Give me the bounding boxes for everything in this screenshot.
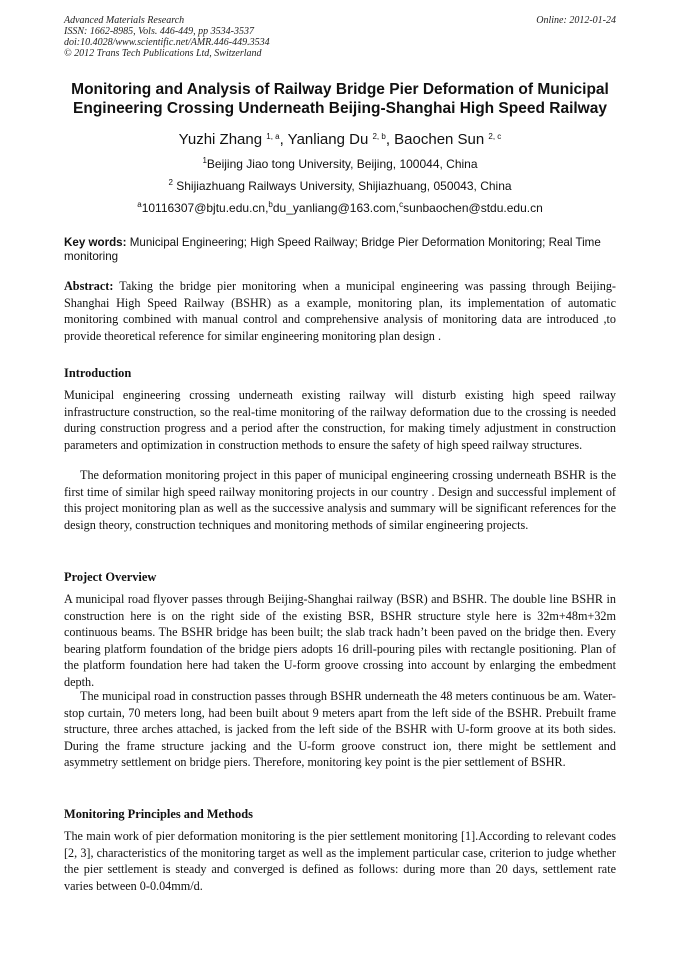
paper-title: Monitoring and Analysis of Railway Bridge Pier Deformation of Municipal Engineering Crossing Underneath Beijing-Shanghai High Speed Railway [71, 81, 609, 117]
journal-name: Advanced Materials Research [64, 15, 185, 26]
abstract [64, 278, 616, 344]
affiliation-text: Shijiazhuang Railways University, Shijiazhuang, 050043, China [172, 179, 512, 193]
email-sup: a [137, 200, 142, 209]
keywords [64, 236, 616, 264]
email-sup: c [399, 200, 404, 209]
email-sup: b [268, 200, 273, 209]
keywords-label: Key words: [64, 236, 127, 249]
overview-paragraph-2: The municipal road in construction passes through BSHR underneath the 48 meters continuous be am. Water-stop curtain, 70 meters long, had been built about 9 meters apart from the left side of the BSHR. Prebuilt frame structure, three arches attached, is jacked from the left side of the BSHR with U-form groove at its both sides. During the frame structure jacking and the U-form groove construct ion, there might be settlement and asymmetry settlement on bridge piers. Therefore, monitoring key point is the pier settlement of BSHR. [64, 689, 616, 770]
intro-paragraph-2: The deformation monitoring project in this paper of municipal engineering crossing underneath BSHR is the first time of similar high speed railway monitoring projects in our country . Design and successful implement of this project monitoring plan as well as the successive analysis and summary will be significant references for the design theory, construction techniques and monitoring methods of similar engineering projects. [64, 468, 616, 532]
author-sup: 2, c [488, 132, 502, 141]
email-text: du_yanliang@163.com, [272, 201, 400, 215]
affiliation-sup: 2 [168, 178, 173, 187]
copyright-line: © 2012 Trans Tech Publications Ltd, Switzerland [64, 48, 262, 59]
author-separator: , [385, 131, 395, 148]
affiliation-text: Beijing Jiao tong University, Beijing, 100044, China [206, 157, 478, 171]
author-sup: 2, b [372, 132, 386, 141]
affiliation-1 [64, 157, 616, 171]
affiliation-sup: 1 [202, 156, 207, 165]
issn-line: ISSN: 1662-8985, Vols. 446-449, pp 3534-3537 [64, 26, 254, 37]
author-emails [64, 201, 616, 215]
author-sup: 1, a [266, 132, 280, 141]
methods-paragraph-1: The main work of pier deformation monitoring is the pier settlement monitoring [1].According to relevant codes [2, 3], characteristics of the monitoring target as well as the implement particular case, criterion to judge whether the pier settlement is steady and converged is defined as follows: during more than 20 days, settlement rate varies between 0-0.04mm/d. [64, 829, 616, 893]
keywords-text: Municipal Engineering; High Speed Railway; Bridge Pier Deformation Monitoring; Real Time monitoring [64, 236, 601, 263]
abstract-label: Abstract: [64, 279, 114, 293]
journal-header [64, 15, 616, 59]
author-name: Yanliang Du [287, 131, 369, 148]
email-text: sunbaochen@stdu.edu.cn [403, 201, 543, 215]
doi-line: doi:10.4028/www.scientific.net/AMR.446-449.3534 [64, 37, 270, 48]
section-heading-project-overview: Project Overview [64, 570, 157, 584]
author-name: Yuzhi Zhang [178, 131, 263, 148]
overview-paragraph-1: A municipal road flyover passes through Beijing-Shanghai railway (BSR) and BSHR. The double line BSHR in construction here is on the right side of the existing BSR, BSHR structure style here is 32m+48m+32m continuous beams. The BSHR bridge has been built; the slab track hadn’t been paved on the bridge then. Every bearing platform foundation of the bridge piers adopts 16 drill-pouring piles with rectangle positioning. Plan of the platform foundation here had taken the U-form groove crossing into account by enlarging the embedment depth. [64, 592, 616, 689]
section-heading-monitoring-methods: Monitoring Principles and Methods [64, 807, 253, 821]
abstract-text: Taking the bridge pier monitoring when a municipal engineering was passing through Beijing-Shanghai High Speed Railway (BSHR) as a example, monitoring plan, its implementation of automatic monitoring combined with manual control and comprehensive analysis of monitoring data are introduced ,to provide theoretical reference for similar engineering monitoring plan design . [64, 279, 616, 343]
author-list [64, 131, 616, 149]
section-heading-introduction: Introduction [64, 366, 132, 380]
online-date: Online: 2012-01-24 [536, 15, 616, 26]
email-text: 10116307@bjtu.edu.cn, [141, 201, 269, 215]
affiliation-2 [64, 179, 616, 193]
author-separator: , [279, 131, 288, 148]
author-name: Baochen Sun [394, 131, 485, 148]
intro-paragraph-1: Municipal engineering crossing underneath existing railway will disturb existing high speed railway infrastructure construction, so the real-time monitoring of the railway deformation due to the crossing is needed during construction progress and a period after the construction, for making timely adjustment in construction parameters and optimization in construction methods to ensure the safety of high speed railway structures. [64, 388, 616, 452]
